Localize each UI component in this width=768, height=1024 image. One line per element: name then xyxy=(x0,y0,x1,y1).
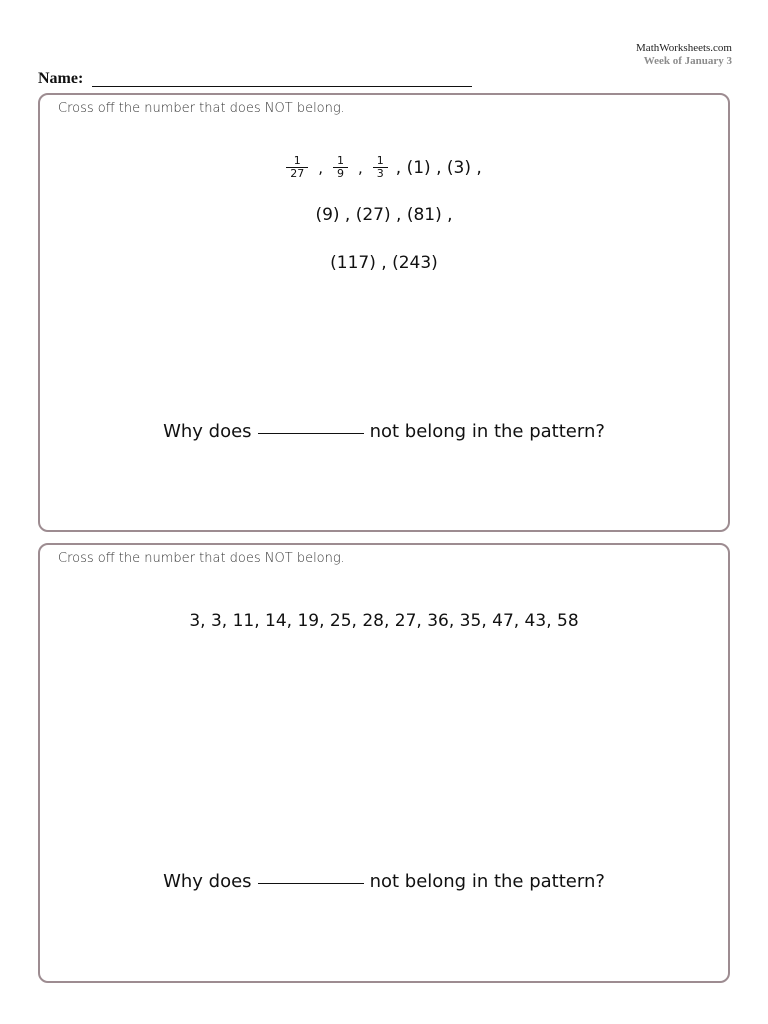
why-text-after: not belong in the pattern? xyxy=(369,871,605,892)
fraction[interactable] xyxy=(373,155,388,180)
why-question xyxy=(40,871,728,892)
fraction-numerator: 1 xyxy=(337,154,344,167)
name-label: Name: xyxy=(38,70,84,87)
answer-blank[interactable] xyxy=(258,433,364,434)
instruction-text: Cross off the number that does NOT belong. xyxy=(58,101,345,116)
separator: , xyxy=(358,158,363,177)
fraction-numerator: 1 xyxy=(293,154,301,167)
why-text-before: Why does xyxy=(163,871,252,892)
number-sequence[interactable]: 3, 3, 11, 14, 19, 25, 28, 27, 36, 35, 47, 43, 58 xyxy=(189,611,579,631)
problem-box-2 xyxy=(38,543,730,983)
fraction-denominator: 9 xyxy=(333,167,348,180)
why-text-before: Why does xyxy=(163,421,252,442)
why-text-after: not belong in the pattern? xyxy=(369,421,605,442)
fraction-denominator: 27 xyxy=(286,167,308,180)
site-name: MathWorksheets.com xyxy=(636,42,732,54)
fraction-numerator: 1 xyxy=(376,154,384,167)
name-line[interactable] xyxy=(92,86,472,87)
sequence-line-1 xyxy=(40,155,728,180)
problem-box-1 xyxy=(38,93,730,532)
sequence-text[interactable]: , (1) , (3) , xyxy=(395,157,482,178)
sequence-line-2[interactable]: (9) , (27) , (81) , xyxy=(315,205,453,225)
sequence-line-3[interactable]: (117) , (243) xyxy=(330,253,438,273)
fraction-denominator: 3 xyxy=(373,167,388,180)
fraction[interactable] xyxy=(286,155,308,180)
separator: , xyxy=(318,158,323,177)
site-header xyxy=(636,42,732,68)
week-label: Week of January 3 xyxy=(643,55,732,67)
fraction[interactable] xyxy=(333,155,348,180)
instruction-text: Cross off the number that does NOT belong. xyxy=(58,551,345,566)
answer-blank[interactable] xyxy=(258,883,364,884)
why-question xyxy=(40,421,728,442)
